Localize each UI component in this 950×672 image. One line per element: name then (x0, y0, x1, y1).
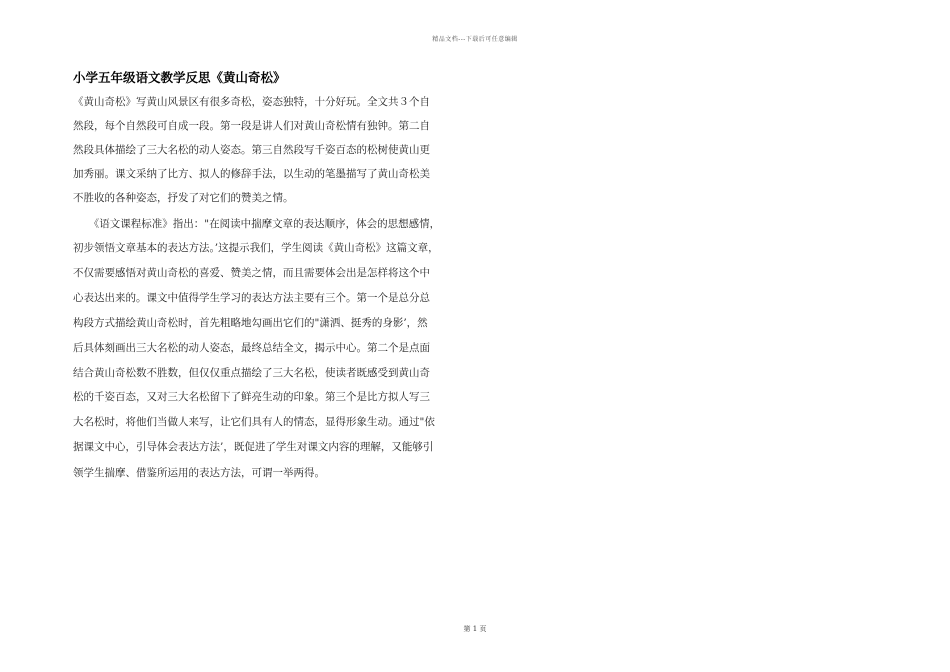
body-line: 然段具体描绘了三大名松的动人姿态。第三自然段写千姿百态的松树使黄山更 (73, 144, 430, 156)
body-line: 不胜收的各种姿态，抒发了对它们的赞美之情。 (73, 192, 294, 204)
body-line: 然段，每个自然段可自成一段。第一段是讲人们对黄山奇松情有独钟。第二自 (73, 120, 430, 132)
body-line: 据课文中心，引导体会表达方法’，既促进了学生对课文内容的理解，又能够引 (73, 441, 434, 453)
body-line: 《黄山奇松》写黄山风景区有很多奇松，姿态独特，十分好玩。全文共３个自 (73, 96, 430, 108)
body-line: 领学生揣摩、借鉴所运用的表达方法，可谓一举两得。 (73, 467, 325, 479)
body-line: 松的千姿百态，又对三大名松留下了鲜亮生动的印象。第三个是比方拟人写三 (73, 391, 430, 403)
body-line: 结合黄山奇松数不胜数，但仅仅重点描绘了三大名松，使读者既感受到黄山奇 (73, 367, 430, 379)
page-header: 精品文档---下载后可任意编辑 (432, 36, 518, 43)
document-title: 小学五年级语文教学反思《黄山奇松》 (73, 70, 286, 85)
body-line: 加秀丽。课文采纳了比方、拟人的修辞手法，以生动的笔墨描写了黄山奇松美 (73, 168, 430, 180)
page-number: 第 1 页 (463, 625, 487, 633)
body-line: 不仅需要感悟对黄山奇松的喜爱、赞美之情，而且需要体会出是怎样将这个中 (73, 267, 430, 279)
body-line: 心表达出来的。课文中值得学生学习的表达方法主要有三个。第一个是总分总 (73, 292, 430, 304)
body-line: 初步领悟文章基本的表达方法。’这提示我们，学生阅读《黄山奇松》这篇文章， (73, 242, 439, 254)
body-line: 大名松时，将他们当做人来写，让它们具有人的情态，显得形象生动。通过"依 (73, 416, 435, 428)
body-line: 构段方式描绘黄山奇松时，首先粗略地勾画出它们的"潇洒、挺秀的身影’，然 (73, 317, 428, 329)
body-line: 《语文课程标准》指出："在阅读中揣摩文章的表达顺序，体会的思想感情， (73, 218, 441, 230)
body-line: 后具体刻画出三大名松的动人姿态，最终总结全文，揭示中心。第二个是点面 (73, 342, 430, 354)
